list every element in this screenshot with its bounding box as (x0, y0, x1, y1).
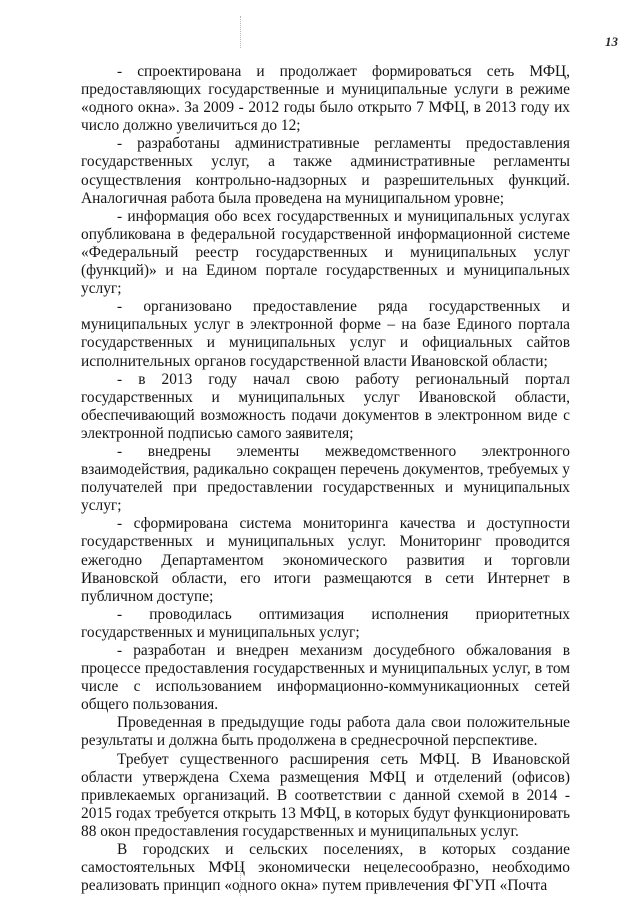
list-item-mfc-network: - спроектирована и продолжает формироваться сеть МФЦ, предоставляющих государственные и муниципальные услуги в режиме «одного окна». За 2009 - 2012 годы было открыто 7 МФЦ, в 2013 году их число должно увеличиться до 12; (81, 63, 570, 135)
paragraph-one-window-principle: В городских и сельских поселениях, в которых создание самостоятельных МФЦ экономически нецелесообразно, необходимо реализовать принцип «одного окна» путем привлечения ФГУП «Почта (81, 841, 570, 895)
list-item-appeal-mechanism: - разработан и внедрен механизм досудебного обжалования в процессе предоставления государственных и муниципальных услуг, в том числе с использованием информационно-коммуникационных сетей общего пользования. (81, 642, 570, 714)
list-item-optimization: - проводилась оптимизация исполнения приоритетных государственных и муниципальных услуг; (81, 605, 570, 641)
page-number: 13 (605, 34, 618, 49)
list-item-regulations: - разработаны административные регламенты предоставления государственных услуг, а также административные регламенты осуществления контрольно-надзорных и разрешительных функций. Аналогичная работа была проведена на муниципальном уровне; (81, 135, 570, 207)
document-body (81, 63, 570, 895)
list-item-interagency-interaction: - внедрены элементы межведомственного электронного взаимодействия, радикально сокращен перечень документов, требуемых у получателей при предоставлении государственных и муниципальных услуг; (81, 442, 570, 515)
list-item-quality-monitoring: - сформирована система мониторинга качества и доступности государственных и муниципальных услуг. Мониторинг проводится ежегодно Департаментом экономического развития и торговли Ивановской области, его итоги размещаются в сети Интернет в публичном доступе; (81, 515, 570, 605)
scan-artifact-bottom (240, 866, 242, 896)
paragraph-results: Проведенная в предыдущие годы работа дала свои положительные результаты и должна быть продолжена в среднесрочной перспективе. (81, 714, 570, 750)
list-item-electronic-services: - организовано предоставление ряда государственных и муниципальных услуг в электронной форме – на базе Единого портала государственных и муниципальных услуг и официальных сайтов исполнительных органов государственной власти Ивановской области; (81, 298, 570, 370)
scan-artifact-top (240, 16, 242, 48)
list-item-regional-portal: - в 2013 году начал свою работу региональный портал государственных и муниципальных услуг Ивановской области, обеспечивающий возможность подачи документов в электронном виде с электронной подписью самого заявителя; (81, 370, 570, 442)
paragraph-mfc-expansion: Требует существенного расширения сеть МФЦ. В Ивановской области утверждена Схема размещения МФЦ и отделений (офисов) привлекаемых организаций. В соответствии с данной схемой в 2014 - 2015 годах требуется открыть 13 МФЦ, в которых будут функционировать 88 окон предоставления государственных и муниципальных услуг. (81, 750, 570, 840)
list-item-federal-registry: - информация обо всех государственных и муниципальных услугах опубликована в федеральной государственной информационной системе «Федеральный реестр государственных и муниципальных услуг (функций)» и на Едином портале государственных и муниципальных услуг; (81, 207, 570, 298)
